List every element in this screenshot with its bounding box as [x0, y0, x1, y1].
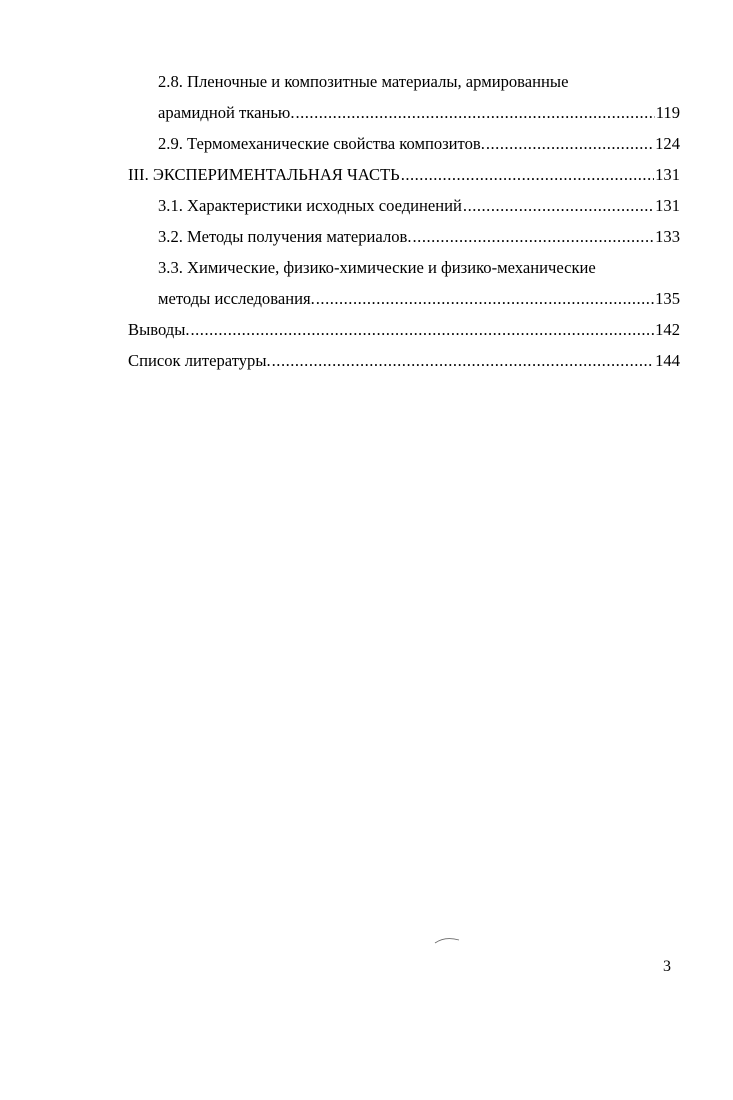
toc-entry-section-3: [128, 159, 680, 190]
dot-leader: [272, 345, 654, 376]
toc-entry-label: 2.8. Пленочные и композитные материалы, армированные: [158, 72, 569, 91]
toc-entry-label: III. ЭКСПЕРИМЕНТАЛЬНАЯ ЧАСТЬ: [128, 165, 400, 184]
dot-leader: [413, 221, 655, 252]
table-of-contents: [128, 66, 680, 376]
toc-entry-page: 133: [655, 227, 680, 246]
toc-entry-conclusions: [128, 314, 680, 345]
toc-entry-page: 142: [655, 320, 680, 339]
scan-mark: [433, 934, 461, 946]
page-number: 3: [663, 958, 671, 975]
toc-entry-2-9: [128, 128, 680, 159]
toc-entry-label: Выводы.: [128, 320, 190, 339]
toc-entry-2-8-line2: [128, 97, 680, 128]
toc-entry-label: Список литературы.: [128, 351, 271, 370]
toc-entry-label: 3.3. Химические, физико-химические и физико-механические: [158, 258, 596, 277]
toc-entry-3-2: [128, 221, 680, 252]
toc-entry-page: 119: [655, 103, 680, 122]
toc-entry-3-3-line2: [128, 283, 680, 314]
toc-entry-3-1: [128, 190, 680, 221]
dot-leader: [191, 314, 655, 345]
toc-entry-references: [128, 345, 680, 376]
toc-entry-label: арамидной тканью.: [158, 103, 295, 122]
toc-entry-label: методы исследования.: [158, 289, 315, 308]
toc-entry-page: 131: [655, 165, 680, 184]
toc-entry-page: 124: [655, 134, 680, 153]
toc-entry-label: 2.9. Термомеханические свойства композитов.: [158, 134, 485, 153]
toc-entry-label: 3.2. Методы получения материалов.: [158, 227, 412, 246]
toc-entry-page: 131: [655, 196, 680, 215]
toc-entry-page: 135: [655, 289, 680, 308]
dot-leader: [486, 128, 654, 159]
dot-leader: [463, 190, 654, 221]
toc-entry-label: 3.1. Характеристики исходных соединений: [158, 196, 462, 215]
toc-entry-page: 144: [655, 351, 680, 370]
dot-leader: [401, 159, 654, 190]
toc-entry-3-3-line1: [128, 252, 680, 283]
dot-leader: [295, 97, 654, 128]
dot-leader: [316, 283, 654, 314]
toc-entry-2-8-line1: [128, 66, 680, 97]
